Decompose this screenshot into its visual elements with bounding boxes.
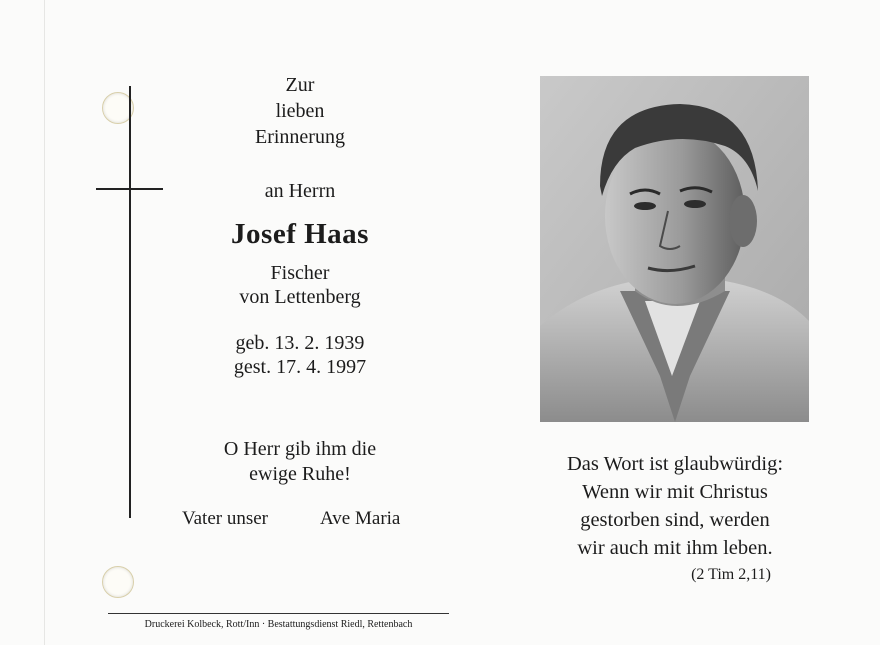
prayer-line-2: ewige Ruhe! [249, 463, 351, 485]
deceased-name: Josef Haas [231, 218, 369, 250]
deceased-occupation: Fischer [270, 262, 330, 284]
cross-vertical-bar [129, 86, 131, 518]
prayer-ave-maria: Ave Maria [320, 508, 401, 529]
intro-line-3: Erinnerung [255, 126, 345, 148]
verse-line-1: Das Wort ist glaubwürdig: [566, 453, 784, 475]
verse-line-4: wir auch mit ihm leben. [577, 537, 773, 559]
verse-line-3: gestorben sind, werden [580, 509, 770, 531]
card-edge-line [44, 0, 45, 645]
cross-horizontal-bar [96, 188, 163, 190]
prayer-line-1: O Herr gib ihm die [223, 438, 377, 460]
death-date: gest. 17. 4. 1997 [233, 356, 367, 378]
punch-hole-bottom-icon [102, 566, 134, 598]
printer-credit: Druckerei Kolbeck, Rott/Inn · Bestattungsdienst Riedl, Rettenbach [144, 619, 413, 630]
footer-divider [108, 613, 449, 614]
verse-line-2: Wenn wir mit Christus [582, 481, 768, 503]
birth-date: geb. 13. 2. 1939 [235, 332, 365, 354]
verse-reference: (2 Tim 2,11) [691, 566, 771, 583]
portrait-photo [540, 76, 809, 422]
deceased-origin: von Lettenberg [239, 286, 361, 308]
bible-verse [530, 450, 820, 562]
intro-line-1: Zur [285, 74, 315, 96]
intro-line-2: lieben [275, 100, 325, 122]
salutation: an Herrn [264, 180, 336, 202]
prayer-vater-unser: Vater unser [182, 508, 268, 529]
